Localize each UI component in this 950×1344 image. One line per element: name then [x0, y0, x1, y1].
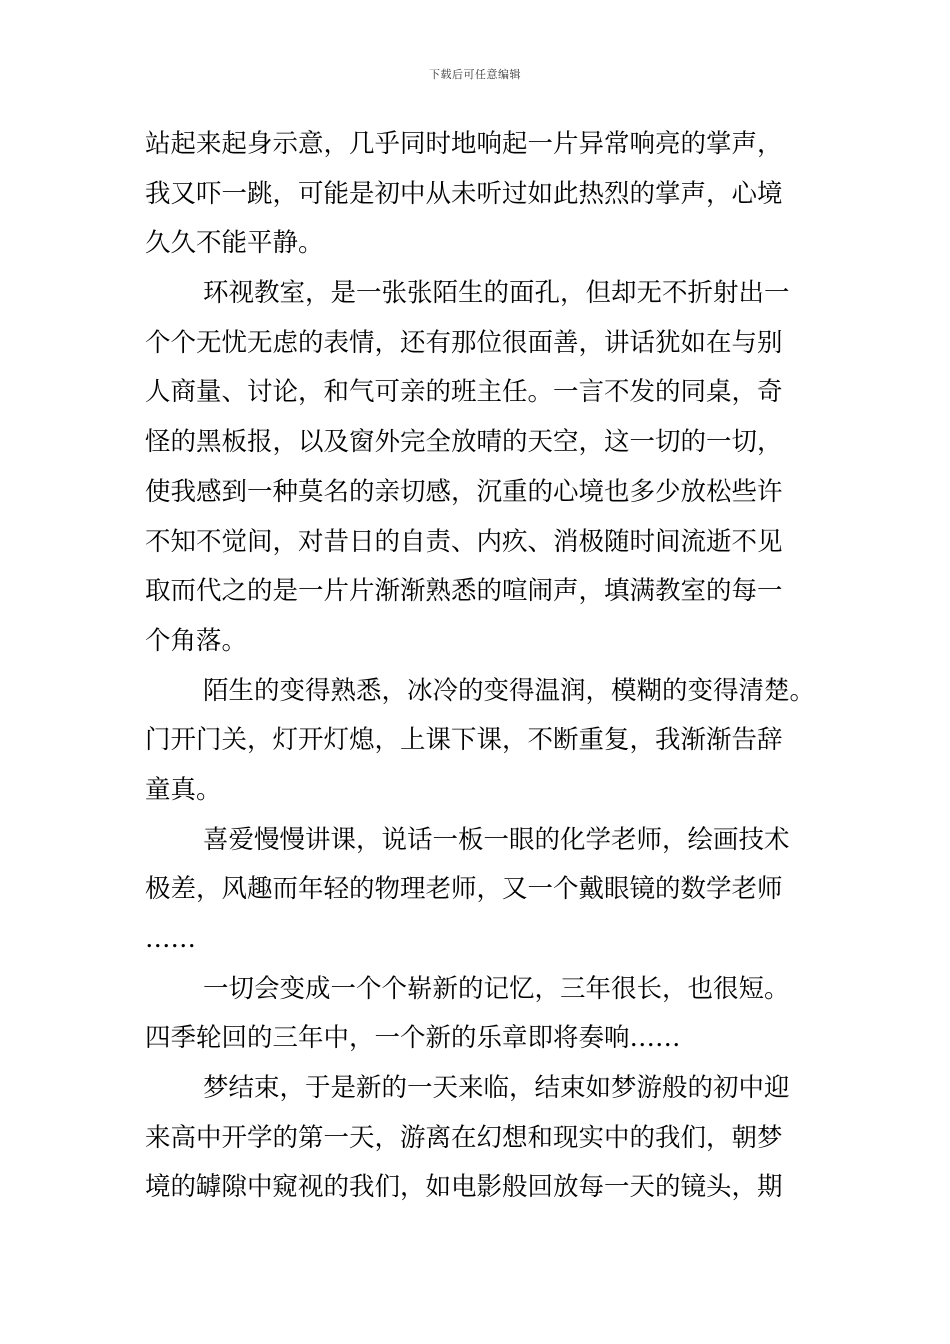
text-line: 站起来起身示意，几乎同时地响起一片异常响亮的掌声，	[145, 129, 783, 159]
text-line: 一切会变成一个个崭新的记忆，三年很长，也很短。	[203, 973, 790, 1004]
text-line: 童真。	[145, 774, 222, 805]
text-line: 门开门关，灯开灯熄，上课下课，不断重复，我渐渐告辞	[145, 725, 783, 756]
text-line: 陌生的变得熟悉，冰冷的变得温润，模糊的变得清楚。	[203, 675, 816, 706]
text-line: 取而代之的是一片片渐渐熟悉的喧闹声，填满教室的每一	[145, 576, 783, 607]
text-line: ……	[145, 924, 196, 954]
text-line: 境的罅隙中窥视的我们，如电影般回放每一天的镜头，期	[145, 1172, 783, 1203]
text-line: 久久不能平静。	[145, 228, 324, 259]
text-line: 不知不觉间，对昔日的自责、内疚、消极随时间流逝不见	[145, 526, 783, 557]
text-line: 使我感到一种莫名的亲切感，沉重的心境也多少放松些许	[145, 476, 783, 507]
text-line: 四季轮回的三年中，一个新的乐章即将奏响……	[145, 1023, 681, 1054]
text-line: 个个无忧无虑的表情，还有那位很面善，讲话犹如在与别	[145, 327, 783, 358]
text-line: 人商量、讨论，和气可亲的班主任。一言不发的同桌，奇	[145, 377, 783, 408]
text-line: 极差，风趣而年轻的物理老师，又一个戴眼镜的数学老师	[145, 874, 783, 905]
text-line: 梦结束，于是新的一天来临，结束如梦游般的初中迎	[203, 1073, 790, 1104]
text-line: 来高中开学的第一天，游离在幻想和现实中的我们，朝梦	[145, 1122, 783, 1153]
text-line: 我又吓一跳，可能是初中从未听过如此热烈的掌声，心境	[145, 178, 783, 209]
text-line: 个角落。	[145, 625, 248, 656]
page-header: 下载后可任意编辑	[429, 68, 521, 81]
text-line: 怪的黑板报，以及窗外完全放晴的天空，这一切的一切，	[145, 427, 783, 458]
document-body	[145, 120, 835, 1213]
text-line: 喜爱慢慢讲课，说话一板一眼的化学老师，绘画技术	[203, 824, 790, 855]
text-line: 环视教室，是一张张陌生的面孔，但却无不折射出一	[203, 278, 790, 309]
